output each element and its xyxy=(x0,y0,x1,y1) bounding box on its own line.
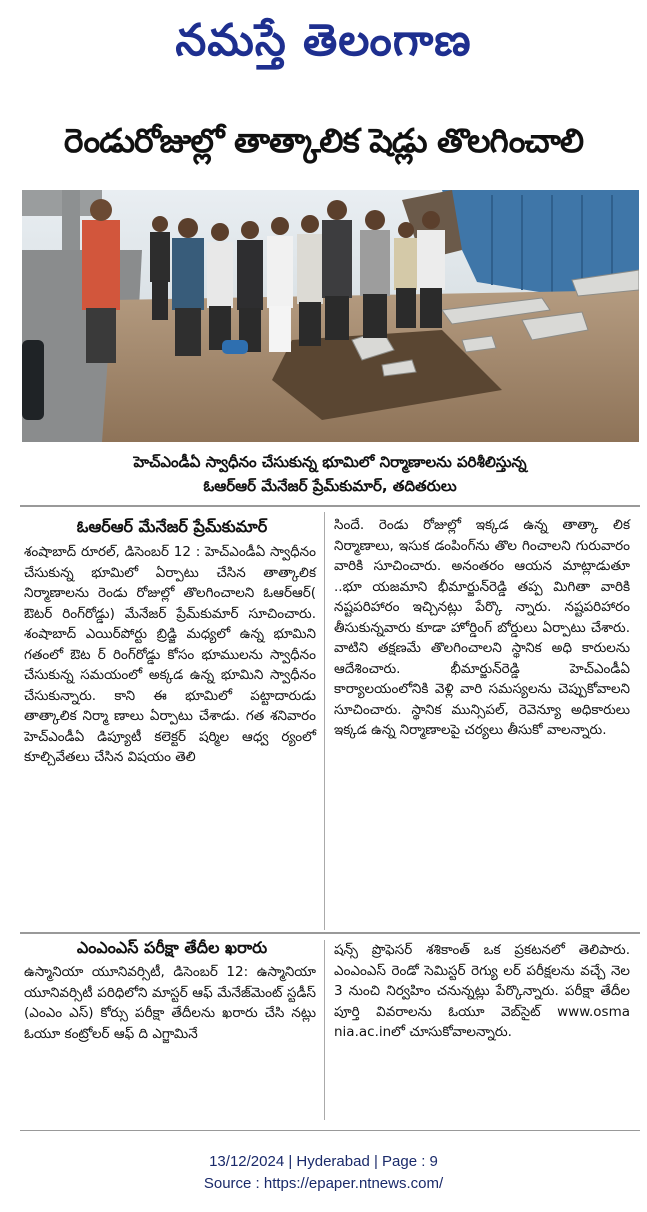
caption-line-1: హెచ్‌ఎండీఏ స్వాధీనం చేసుకున్న భూమిలో నిర్మాణాలను పరిశీలిస్తున్న xyxy=(133,453,527,471)
section-divider xyxy=(20,505,640,507)
newspaper-title: నమస్తే తెలంగాణ xyxy=(175,15,472,66)
column-rule-2 xyxy=(324,940,325,1120)
footer-source-line: Source : https://epaper.ntnews.com/ xyxy=(203,1175,444,1192)
article2-column-left xyxy=(24,962,316,1120)
photo-caption xyxy=(20,450,640,498)
article1-subhead: ఓఆర్‌ఆర్ మేనేజర్ ప్రేమ్‌కుమార్ xyxy=(76,517,268,536)
article2-subhead: ఎంఎంఎస్ పరీక్షా తేదీల ఖరారు xyxy=(76,938,268,957)
article2-column-right xyxy=(334,940,630,1120)
column-rule xyxy=(324,512,325,930)
footer-date-line: 13/12/2024 | Hyderabad | Page : 9 xyxy=(209,1153,438,1170)
masthead xyxy=(0,8,647,74)
article1-column-left xyxy=(24,542,316,930)
article-headline xyxy=(0,112,647,170)
caption-line-2: ఓఆర్‌ఆర్ మేనేజర్ ప్రేమ్‌కుమార్, తదితరులు xyxy=(203,477,457,495)
article-divider xyxy=(20,932,640,934)
article1-left-text: శంషాబాద్ రూరల్, డిసెంబర్ 12 : హెచ్‌ఎండీఏ స్వాధీనం చేసుకున్న భూమిలో ఏర్పాటు చేసిన తాత్కాలిక నిర్మాణాలను రెండు రోజుల్లో తొలగించాలని ఓఆర్‌ఆర్( ఔటర్ రింగ్‌రోడ్డు) మేనేజర్ ప్రేమ్‌కుమార్ సూచించారు. శంషాబాద్ ఎయిర్‌పోర్టు బ్రిడ్జి మధ్యలో ఉన్న భూమిని గతంలో ఔట ర్ రింగ్‌రోడ్డు కోసం భూములను స్వాధీనం చేసుకున్న సమయంలో అక్కడ ఉన్న భూమిని స్వాధీనం చేసుకున్నారు. కాని ఈ భూమిలో పట్టాదారుడు తాత్కాలిక నిర్మా ణాలు ఏర్పాటు చేశాడు. గత శనివారం హెచ్‌ఎండీఏ డిప్యూటీ కలెక్టర్ షర్మిల ఆధ్వ ర్యంలో కూల్చివేతలు చేసిన విషయం తెలి xyxy=(24,544,316,765)
headline-text: రెండురోజుల్లో తాత్కాలిక షెడ్లు తొలగించాలి xyxy=(63,121,584,160)
footer-divider xyxy=(20,1130,640,1131)
article1-right-text: సిందే. రెండు రోజుల్లో ఇక్కడ ఉన్న తాత్కా లిక నిర్మాణాలు, ఇసుక డంపింగ్‌ను తొల గించాలని గురువారం వారికి సూచించారు. అనంతరం ఆయన మాట్లాడుతూ ..భూ యజమాని భీమార్జున్‌రెడ్డి తప్ప మిగితా వారికి నష్టపరిహారం ఇచ్చినట్లు పేర్కొ న్నారు. నష్టపరిహారం తీసుకున్నవారు కూడా హోర్డింగ్ బోర్డులు ఏర్పాటు చేశారు. వాటిని తక్షణమే తొలగించాలని స్థానిక అధి కారులను ఆదేశించారు. భీమార్జున్‌రెడ్డి హెచ్‌ఎండీఏ కార్యాలయంలోనికి వెళ్లి వారి సమస్యలను చెప్పుకోవాలని సూచించారు. స్థానిక మున్సిపల్, రెవెన్యూ అధికారులు ఇక్కడ ఉన్న నిర్మాణాలపై చర్యలు తీసుకో వాలన్నారు. xyxy=(334,517,630,738)
article1-column-right xyxy=(334,515,630,925)
article2-right-text: షన్స్ ప్రొఫెసర్ శశికాంత్ ఒక ప్రకటనలో తెలిపారు. ఎంఎంఎస్ రెండో సెమిస్టర్ రెగ్యు లర్ పరీక్షలను వచ్చే నెల 3 నుంచి నిర్వహిం చనున్నట్లు పేర్కొన్నారు. పరీక్షా తేదీల పూర్తి వివరాలను ఓయూ వెబ్‌సైట్ www.osma nia.ac.inలో చూసుకోవాలన్నారు. xyxy=(334,942,630,1040)
news-photo-illustration xyxy=(22,190,639,442)
news-photo xyxy=(22,190,639,442)
article2-left-text: ఉస్మానియా యూనివర్సిటీ, డిసెంబర్ 12: ఉస్మానియా యూనివర్సిటీ పరిధిలోని మాస్టర్ ఆఫ్ మేనేజ్‌మెంట్ స్టడీస్ (ఎంఎం ఎస్) కోర్సు పరీక్షా తేదీలను ఖరారు చేసి నట్లు ఓయూ కంట్రోలర్ ఆఫ్ ది ఎగ్జామినే xyxy=(24,964,316,1042)
